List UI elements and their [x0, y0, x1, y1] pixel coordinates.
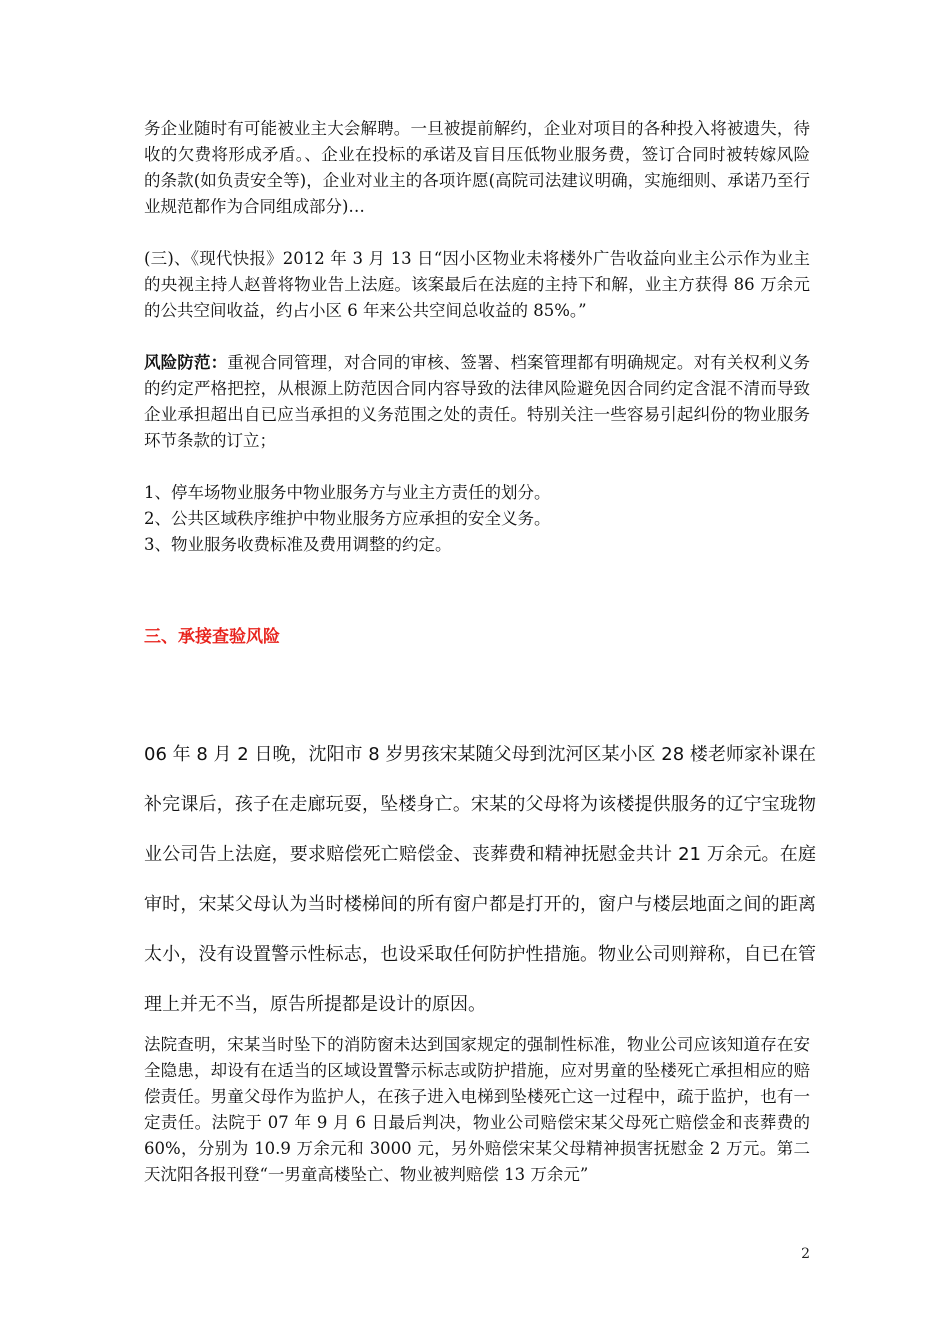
list-item: 3、物业服务收费标准及费用调整的约定。: [144, 535, 452, 554]
paragraph-fall-case: 06 年 8 月 2 日晚，沈阳市 8 岁男孩宋某随父母到沈河区某小区 28 楼老师家补课在补完课后，孩子在走廊玩耍，坠楼身亡。宋某的父母将为该楼提供服务的辽宁宝珑物业公司告上法庭，要求赔偿死亡赔偿金、丧葬费和精神抚慰金共计 21 万余元。在庭审时，宋某父母认为当时楼梯间的所有窗户都是打开的，窗户与楼层地面之间的距离太小，没有设置警示性标志，也设采取任何防护性措施。物业公司则辩称，自已在管理上并无不当，原告所提都是设计的原因。: [144, 744, 816, 1015]
paragraph-court-ruling: 法院查明，宋某当时坠下的消防窗未达到国家规定的强制性标准，物业公司应该知道存在安全隐患，却设有在适当的区域设置警示标志或防护措施，应对男童的坠楼死亡承担相应的赔偿责任。男童父母作为监护人，在孩子进入电梯到坠楼死亡这一过程中，疏于监护，也有一定责任。法院于 07 年 9 月 6 日最后判决，物业公司赔偿宋某父母死亡赔偿金和丧葬费的 60%，分别为 10.9 万余元和 3000 元，另外赔偿宋某父母精神损害抚慰金 2 万元。第二天沈阳各报刊登“一男童高楼坠亡、物业被判赔偿 13 万余元”: [144, 1035, 810, 1184]
paragraph-contract-risk: 务企业随时有可能被业主大会解聘。一旦被提前解约，企业对项目的各种投入将被遗失，待收的欠费将形成矛盾。、企业在投标的承诺及盲目压低物业服务费，签订合同时被转嫁风险的条款(如负责安全等)，企业对业主的各项许愿(高院司法建议明确，实施细则、承诺乃至行业规范都作为合同组成部分)…: [144, 119, 810, 216]
page-number: 2: [801, 1246, 810, 1262]
paragraph-news-case: (三)、《现代快报》2012 年 3 月 13 日“因小区物业未将楼外广告收益向业主公示作为业主的央视主持人赵普将物业告上法庭。该案最后在法庭的主持下和解，业主方获得 86 万余元的公共空间收益，约占小区 6 年来公共空间总收益的 85%。”: [144, 249, 810, 320]
list-item: 2、公共区域秩序维护中物业服务方应承担的安全义务。: [144, 509, 551, 528]
paragraph-risk-prevention: [144, 350, 810, 454]
section-heading: 三、承接查验风险: [144, 627, 280, 647]
risk-prevention-text: 重视合同管理，对合同的审核、签署、档案管理都有明确规定。对有关权利义务的约定严格把控，从根源上防范因合同内容导致的法律风险避免因合同约定含混不清而导致企业承担超出自已应当承担的义务范围之处的责任。特别关注一些容易引起纠份的物业服务环节条款的订立；: [144, 353, 811, 450]
list-item: 1、停车场物业服务中物业服务方与业主方责任的划分。: [144, 483, 551, 502]
case-block: [144, 730, 816, 1030]
upper-content: [144, 116, 810, 558]
court-block: [144, 1032, 810, 1188]
risk-prevention-label: 风险防范：: [144, 353, 228, 372]
clause-list: [144, 480, 810, 558]
